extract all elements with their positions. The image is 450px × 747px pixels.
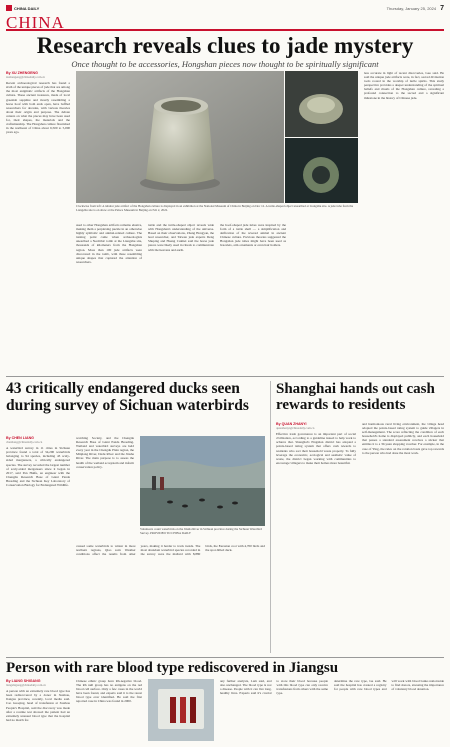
story2-headline: 43 critically endangered ducks seen during survey of Sichuan waterbirds [6, 380, 249, 414]
story2-byline: By CHEN LIANG [6, 436, 34, 440]
lead-byline-email: xuzhengeng@chinadaily.com.cn [6, 75, 46, 80]
column-divider [270, 381, 271, 653]
story3-headline: Shanghai hands out cash rewards to residents [276, 381, 435, 414]
section-divider [6, 376, 444, 377]
lead-column-2: used to other Hongshan artifacts remains elusive, making them a perplexing puzzle in an otherwise highly symbolic and animal-related culture. The turning point came when archaeologists unearthed a Neolithic tomb at the Liangzhu site, thousands of kilometers from the Hongshan region. More than 100 jade artifacts were discovered in the tomb, with three resembling unique shapes that captured the attention of researchers. [76, 223, 142, 264]
story4-column-1 [6, 679, 70, 745]
section-header [6, 13, 444, 31]
lead-byline: By XU ZHENGENG [6, 71, 38, 75]
story3-column-2: and harmonious rural living environment, the village head adopted the points-based rating system to guide villagers in self-management. The score reflecting the condition of each household's home is displayed publicly, and each household that passes a standard assessment receives a sticker that entitles it to a 30-yuan shopping voucher. For example, in the case of Ying, the rules on the rotation basis gave top rewards to the person who had done the most work. [362, 422, 444, 455]
lead-body-1: Recent archaeological research has found a sixth of the unique pieces of jade that are among the most enigmatic artifacts of the Hongshan culture. These ancient treasures, made of local greenish sapphire and mostly resembling a horse hoof with both ends open, have baffled researchers for decades, with various theories about their origin and purpose. The debate centers on what the pieces may have been used for, their shapes, the materials and the craftsmanship. The Hongshan culture flourished in the northeast of China about 6,500 to 5,000 years ago. [6, 81, 70, 135]
story4-body-1: A person with an extremely rare blood type has been rediscovered by a donor in Xuzhou, Jiangsu province, recently, local media said. Cao Guoqing, head of transfusion at Xuzhou People's Hospital, said the discovery was made after a routine test showed the patient had an extremely unusual blood type that the hospital had no match for. [6, 689, 70, 722]
story4-byline-email: liangshigang@chinadaily.com.cn [6, 683, 46, 688]
paper-name: CHINA DAILY [14, 5, 40, 11]
lead-photo-caption: Clockwise from left: A tubular jade artifact of the Hongshan culture is displayed in an exhibition at the National Museum of China in Beijing on Dec 12. A turtle-shaped object unearthed at Liangzhu site. A jade tube from the Liangzhu site is on show at the Palace Museum in Beijing on Feb 2, 2022. [76, 204, 354, 212]
story4-column-3: any further analysis, Lam said, and also unchanged. The blood type is not a disease. People with it can live long, healthy lives. Experts said it's crucial to store their blood because people with this blood type can only receive transfusions from others with the same type. [220, 679, 328, 696]
story4-headline: Person with rare blood type rediscovered in Jiangsu [6, 660, 339, 676]
issue-date: Thursday, January 25, 2024 [386, 5, 437, 11]
logo-mark-icon [6, 5, 12, 11]
story2-column-1 [6, 436, 70, 654]
story2-photo-caption: Volunteers count waterbirds on the Jinsha River in Sichuan province during the Sichuan Waterbird Survey. PROVIDED TO CHINA DAILY [140, 527, 262, 535]
story4-photo [148, 679, 214, 741]
story2-column-3: caused some waterbirds to winter in more northern regions, Qiao said. Weather conditions affect the results from other years, making it harder to track trends. The most abundant waterbird species recorded in the survey were the mallard with 8,880 birds, the Eurasian coot with 4,700 birds and the spot-billed duck. [76, 544, 265, 557]
story2-column-2: watching Society, and the Chengdu Research Base of Giant Panda Breeding. Wetland and waterbird surveys are held every year in the Chengdu Plain region, the Minjiang River, Dadu River and the Jinsha River. The main purpose is to assess the health of the wetland ecosystem and inform conservation policy. [76, 436, 134, 469]
lead-column-3: turtle and the turtle-shaped object reveals wide with Hongshan's understanding of the universe. Based on their observations, Zhang Hongyan, the lead researcher, and Taiwan jade experts Deng Shuping and Huang Cuimei said the horse jade pieces were likely used in rituals to communicate with the heavens and earth. [148, 223, 214, 252]
ducks-river-photo [140, 436, 265, 526]
lead-column-1 [6, 71, 70, 373]
story3-byline: By QUAN ZHANYI [276, 422, 307, 426]
story2-body-1: A waterbird survey in 11 cities in Sichuan province found a total of 34,290 waterbirds belonging to 94 species, including 43 scaly-sided mergansers, a critically endangered species. The survey recorded the largest number of scaly-sided mergansers since it began in 2017, said Pan Huifu, an engineer with the Chengdu Research Base of Giant Panda Breeding and the Sichuan Key Laboratory of Conservation Biology for Endangered Wildlife. [6, 446, 70, 488]
story4-byline: By LIANG SHIGANG [6, 679, 41, 683]
section-name: CHINA [6, 13, 65, 32]
story3-byline-email: quanzhanyi@chinadaily.com.cn [276, 426, 315, 431]
lead-column-4: the hoof-shaped jade tubes were inspired by the form of a turtle shell — a simplification and deification of the revered animal in ancient Chinese culture. Previous theories suggested the Hongshan jade tubes might have been used as bracelets, arm ornaments or even hair holders. [220, 223, 286, 248]
story3-body-1: Effective trash governance is an important part of social civilization, according to a guideline issued to help work to achieve that. Shanghai's Pingshan district has adopted a points-based rating system that offers cash rewards to residents who sort their household waste properly. To fully leverage the economic, ecological and aesthetic value of waste, the district began working with communities to encourage villagers to make their homes more beautiful. [276, 432, 356, 465]
section-divider-bottom [6, 657, 444, 658]
story2-photo [140, 436, 265, 526]
story3-column-1 [276, 422, 356, 654]
lead-headline: Research reveals clues to jade mystery [36, 33, 414, 58]
newspaper-logo [6, 5, 39, 11]
masthead [6, 3, 444, 13]
lead-column-5: less accurate in light of recent discoveries, Guo said. He said the unique jade artifacts were, in fact, sacred divination tools rooted in the worship of turtle spirits. This study perspective provides a deeper understanding of the spiritual beliefs and rituals of the Hongshan culture, revealing a profound connection to the sacred and a significant milestone in the history of Chinese jade. [364, 71, 444, 100]
story4-column-2: Chinese ethnic group have Rh-negative blood. The Rh null group has no antigens on the red blood cell surface. Only a few cases in the world have been found, and experts said it is the rarest blood type ever identified. He said the first reported case in China was found in 2000. [76, 679, 142, 704]
blood-sample-photo [148, 679, 214, 741]
story4-column-4: determine the rare type, Gu said. He said the hospital has created a registry for people with rare blood types and will work with blood banks nationwide to find donors, stressing the importance of voluntary blood donation. [334, 679, 444, 692]
lead-deck: Once thought to be accessories, Hongshan pieces now thought to be spiritually significant [71, 59, 379, 69]
page-number: 7 [440, 4, 444, 12]
jade-artifacts-photo [76, 71, 358, 203]
story2-byline-email: chenliang@chinadaily.com.cn [6, 440, 43, 445]
lead-photo [76, 71, 358, 203]
